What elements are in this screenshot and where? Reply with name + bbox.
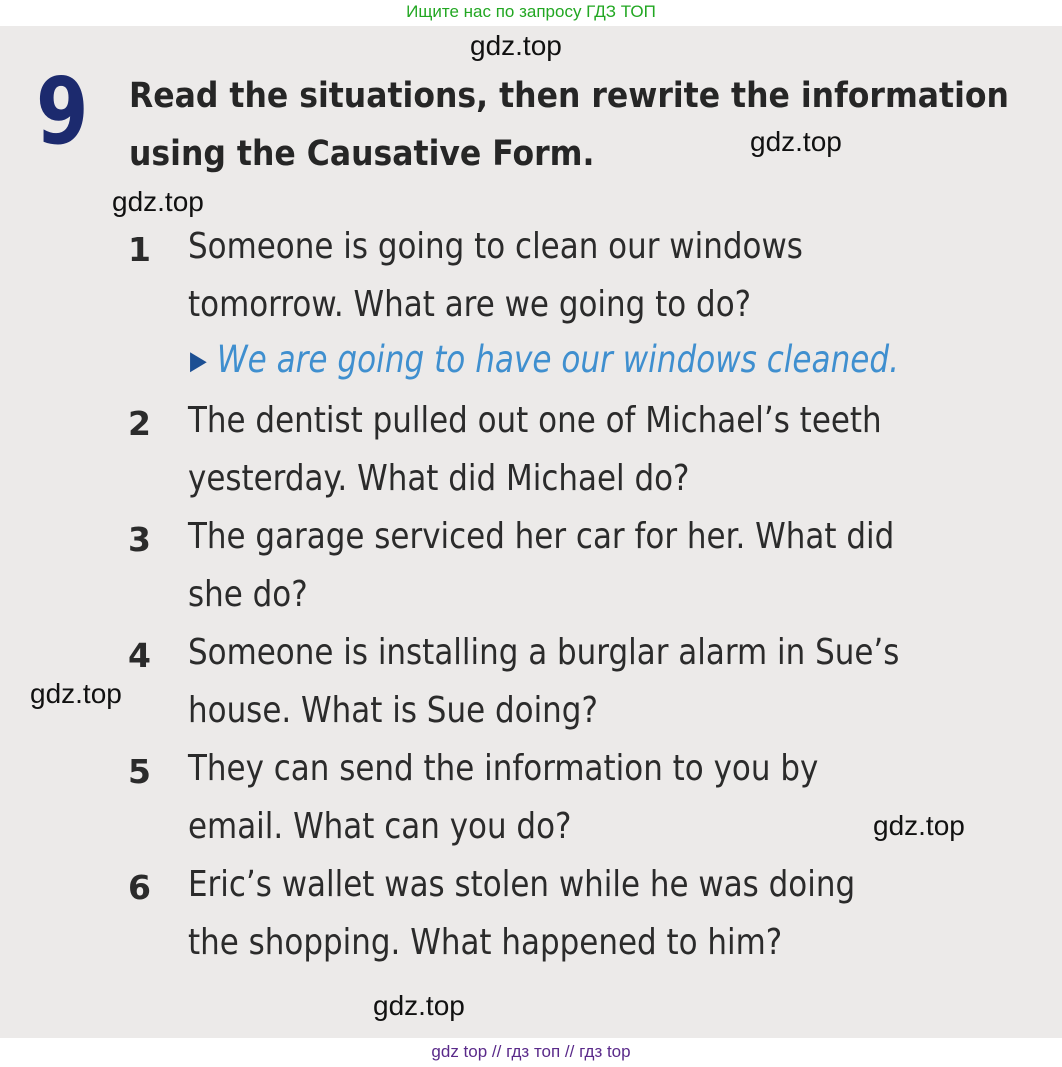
example-answer-text: We are going to have our windows cleaned. (216, 338, 900, 381)
item-6-line-2: the shopping. What happened to him? (188, 922, 783, 963)
item-2-line-1: The dentist pulled out one of Michael’s teeth (188, 400, 882, 441)
item-1-line-2: tomorrow. What are we going to do? (188, 284, 752, 325)
item-3-line-2: she do? (188, 574, 308, 615)
item-number-3: 3 (128, 520, 151, 559)
arrow-icon: ▶ (190, 346, 207, 376)
instruction-line-1: Read the situations, then rewrite the information (129, 76, 1009, 116)
item-3-line-1: The garage serviced her car for her. What did (188, 516, 895, 557)
top-banner: Ищите нас по запросу ГДЗ ТОП (406, 2, 656, 21)
item-number-6: 6 (128, 868, 151, 907)
example-answer (190, 338, 899, 381)
watermark: gdz.top (373, 990, 465, 1021)
item-5-line-2: email. What can you do? (188, 806, 572, 847)
item-1-line-1: Someone is going to clean our windows (188, 226, 803, 267)
item-number-1: 1 (128, 230, 151, 269)
item-4-line-2: house. What is Sue doing? (188, 690, 598, 731)
bottom-banner: gdz top // гдз топ // гдз top (431, 1042, 631, 1061)
item-number-5: 5 (128, 752, 151, 791)
item-6-line-1: Eric’s wallet was stolen while he was doing (188, 864, 856, 905)
item-4-line-1: Someone is installing a burglar alarm in Sue’s (188, 632, 900, 673)
item-number-2: 2 (128, 404, 151, 443)
watermark: gdz.top (750, 126, 842, 157)
item-number-4: 4 (128, 636, 151, 675)
watermark: gdz.top (873, 810, 965, 841)
item-2-line-2: yesterday. What did Michael do? (188, 458, 690, 499)
item-5-line-1: They can send the information to you by (188, 748, 819, 789)
watermark: gdz.top (112, 186, 204, 217)
exercise-number: 9 (36, 58, 87, 165)
instruction-line-2: using the Causative Form. (129, 134, 595, 174)
watermark: gdz.top (470, 30, 562, 61)
watermark: gdz.top (30, 678, 122, 709)
